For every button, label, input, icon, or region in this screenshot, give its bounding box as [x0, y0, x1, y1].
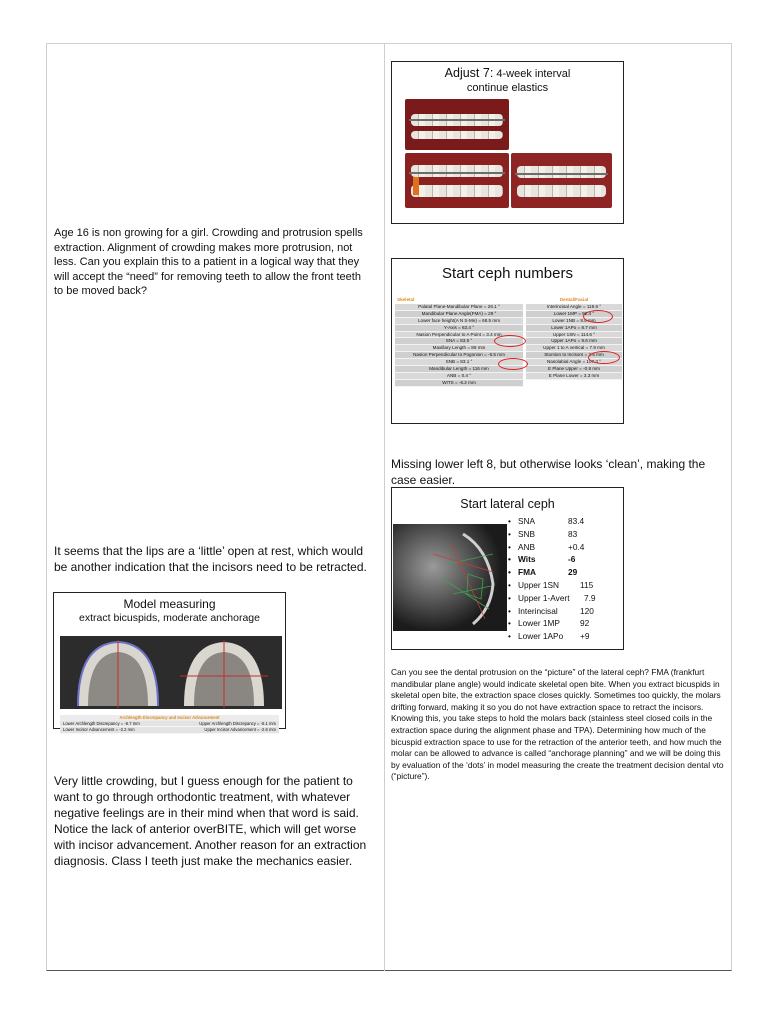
- archlength-row: [60, 727, 279, 734]
- table-row: SNA = 83.5 °: [395, 338, 523, 345]
- adjust-slide: [391, 61, 624, 224]
- intraoral-photo-right: [511, 153, 612, 208]
- ceph-numbers-slide: [391, 258, 624, 424]
- table-row: Lower 1APo = 8.7 mm: [526, 325, 622, 332]
- archlength-table: [60, 715, 279, 734]
- ceph-value-number: 7.9: [584, 592, 596, 603]
- lateral-ceph-slide: [391, 487, 624, 650]
- table-row: Upper 1 to A vertical = 7.9 mm: [526, 345, 622, 352]
- ceph-value-number: 29: [568, 567, 578, 578]
- ceph-value-label: Upper 1SN: [518, 579, 560, 590]
- skull-xray-graphic: [393, 524, 507, 631]
- ceph-value-number: 120: [580, 605, 594, 616]
- ceph-value-number: -6: [568, 554, 576, 565]
- slide-title: Model measuring: [123, 597, 216, 611]
- table-row: Palatal Plane-Mandibular Plane = 26.1 °: [395, 304, 523, 311]
- table-row: E Plane Lower = 3.3 mm: [526, 373, 622, 380]
- ceph-value-item: • SNA 83.4: [508, 516, 585, 526]
- lateral-ceph-xray: [393, 524, 507, 631]
- ceph-value-item: • FMA 29: [508, 567, 578, 578]
- ceph-value-number: 92: [580, 618, 590, 629]
- ceph-value-number: +0.4: [568, 541, 585, 552]
- paragraph-lips: It seems that the lips are a ‘little’ open at rest, which would be another indication that the incisors need to be retracted.: [54, 544, 367, 574]
- dental-facial-table: [526, 296, 622, 380]
- archlength-table-header: Archlength Discrepancy and Incisor Advancement: [60, 715, 279, 721]
- ceph-value-label: SNA: [518, 516, 536, 526]
- ceph-value-label: Lower 1MP: [518, 618, 560, 629]
- slide-subtitle: continue elastics: [466, 82, 549, 94]
- paragraph-protrusion: Can you see the dental protrusion on the “picture” of the lateral ceph? FMA (frankfurt mandibular plane angle) would indicate skeletal open bite. When you extract bicuspids in skeletal open bite, the extraction space closes quickly. Sometimes too quickly, the molars drifting forward, making it so you do not have extraction space to retract the incisors. Knowing this, you take steps to hold the molars back (stainless steel closed coils in the extraction space during the alignment phase and TPA). Determining how much of the bicuspid extraction space to use for the retraction of the anterior teeth, and how much the molar can be allowed to advance is called “anchorage planning” and we will be doing this by evaluation of the ‘dots’ in model measuring the create the treatment decision dental vto (“picture”).: [391, 667, 724, 782]
- archlength-row: [60, 721, 279, 728]
- ceph-value-item: • ANB +0.4: [508, 541, 585, 552]
- ceph-value-item: • Wits -6: [508, 554, 576, 565]
- table-row: Stomion to Incisors = 2.6 mm: [526, 352, 622, 359]
- model-measuring-slide: [53, 592, 286, 733]
- ceph-value-item: • Interincisal 120: [508, 605, 594, 616]
- slide-subtitle: extract bicuspids, moderate anchorage: [79, 612, 260, 624]
- paragraph-crowding: Very little crowding, but I guess enough for the patient to want to go through orthodontic treatment, with whatever negative feelings are in their mind when that word is said. Notice the lack of anterior overBITE, which will get worse with incisor advancement. Another reason for an extraction diagnosis. Class I teeth just make the mechanics easier.: [54, 774, 367, 868]
- ceph-value-item: • SNB 83: [508, 528, 578, 539]
- skeletal-table-header: Skeletal: [397, 297, 415, 302]
- table-row: Upper 1APo = 9.6 mm: [526, 338, 622, 345]
- table-row: Interincisal Angle = 119.6 °: [526, 304, 622, 311]
- archlength-cell-left: Lower Archlength Discrepancy = -6.7 mm: [63, 720, 140, 726]
- ceph-value-label: Lower 1APo: [518, 631, 564, 642]
- lateral-ceph-values: [508, 515, 596, 643]
- slide-title-rest: 4-week interval: [493, 68, 571, 80]
- table-row: Upper 1SN = 114.6 °: [526, 332, 622, 339]
- ceph-value-number: +9: [580, 631, 590, 642]
- annotation-circle: [583, 310, 613, 323]
- table-row: Nasion Perpendicular to Pogonion = -6.5 mm: [395, 352, 523, 359]
- table-row: Lower face height(A N S-Me) = 68.5 mm: [395, 318, 523, 325]
- ceph-value-item: • Lower 1MP 92: [508, 618, 590, 629]
- ceph-value-label: Wits: [518, 554, 536, 565]
- arch-models-graphic: [60, 636, 282, 709]
- table-row: E Plane Upper = -0.8 mm: [526, 366, 622, 373]
- ceph-value-label: ANB: [518, 541, 536, 552]
- archlength-cell-right: Upper Archlength Discrepancy = -5.1 mm: [199, 720, 276, 726]
- table-row: Nasolabial Angle = 107.3 °: [526, 359, 622, 366]
- column-divider: [384, 43, 385, 971]
- ceph-value-item: • Lower 1APo +9: [508, 631, 590, 642]
- intraoral-photo-left: [405, 153, 509, 208]
- ceph-value-number: 115: [580, 579, 594, 590]
- ceph-value-label: SNB: [518, 528, 536, 539]
- intraoral-photo-upper: [405, 99, 509, 150]
- slide-title: Start ceph numbers: [442, 265, 573, 282]
- ceph-value-label: Upper 1-Avert: [518, 592, 570, 603]
- ceph-value-number: 83: [568, 528, 578, 539]
- slide-title-bold: Adjust 7:: [444, 66, 494, 80]
- slide-title: Start lateral ceph: [460, 497, 555, 511]
- table-row: Maxillary Length = 89 mm: [395, 345, 523, 352]
- annotation-circle: [498, 358, 528, 370]
- paragraph-extraction: Age 16 is non growing for a girl. Crowding and protrusion spells extraction. Alignment of crowding makes more protrusion, not less. Can you explain this to a patient in a logical way that they will accept the “need” for removing teeth to allow the front teeth to be moved back?: [54, 227, 363, 297]
- ceph-value-label: FMA: [518, 567, 536, 578]
- table-row: ANB = 0.4 °: [395, 373, 523, 380]
- ceph-value-number: 83.4: [568, 516, 585, 526]
- ceph-value-label: Interincisal: [518, 605, 558, 616]
- dental-table-header: Dental/Facial: [559, 297, 589, 302]
- table-row: Lower 1MP = 92.4 °: [526, 311, 622, 318]
- annotation-circle: [588, 351, 620, 364]
- slide-title: [392, 66, 623, 82]
- ceph-value-item: • Upper 1SN 115: [508, 579, 594, 590]
- archlength-cell-left: Lower Incisor Advancement = -2.2 mm: [63, 727, 135, 733]
- annotation-circle: [494, 335, 526, 347]
- table-row: WITS = -6.2 mm: [395, 380, 523, 387]
- paragraph-missing: Missing lower left 8, but otherwise looks ‘clean’, making the case easier.: [391, 457, 706, 487]
- dental-model-image: [60, 636, 282, 709]
- archlength-cell-right: Upper Incisor Advancement = -2.6 mm: [204, 727, 276, 733]
- table-row: Y-Axis = 63.4 °: [395, 325, 523, 332]
- table-row: Mandibular Length = 116 mm: [395, 366, 523, 373]
- table-row: Mandibular Plane Angle(FMA) = 29 °: [395, 311, 523, 318]
- table-row: Lower 1NB = 8.5 mm: [526, 318, 622, 325]
- table-row: SNB = 83.1 °: [395, 359, 523, 366]
- table-row: Nasion Perpendicular to A Point = 3.4 mm: [395, 332, 523, 339]
- ceph-value-item: • Upper 1-Avert 7.9: [508, 592, 596, 603]
